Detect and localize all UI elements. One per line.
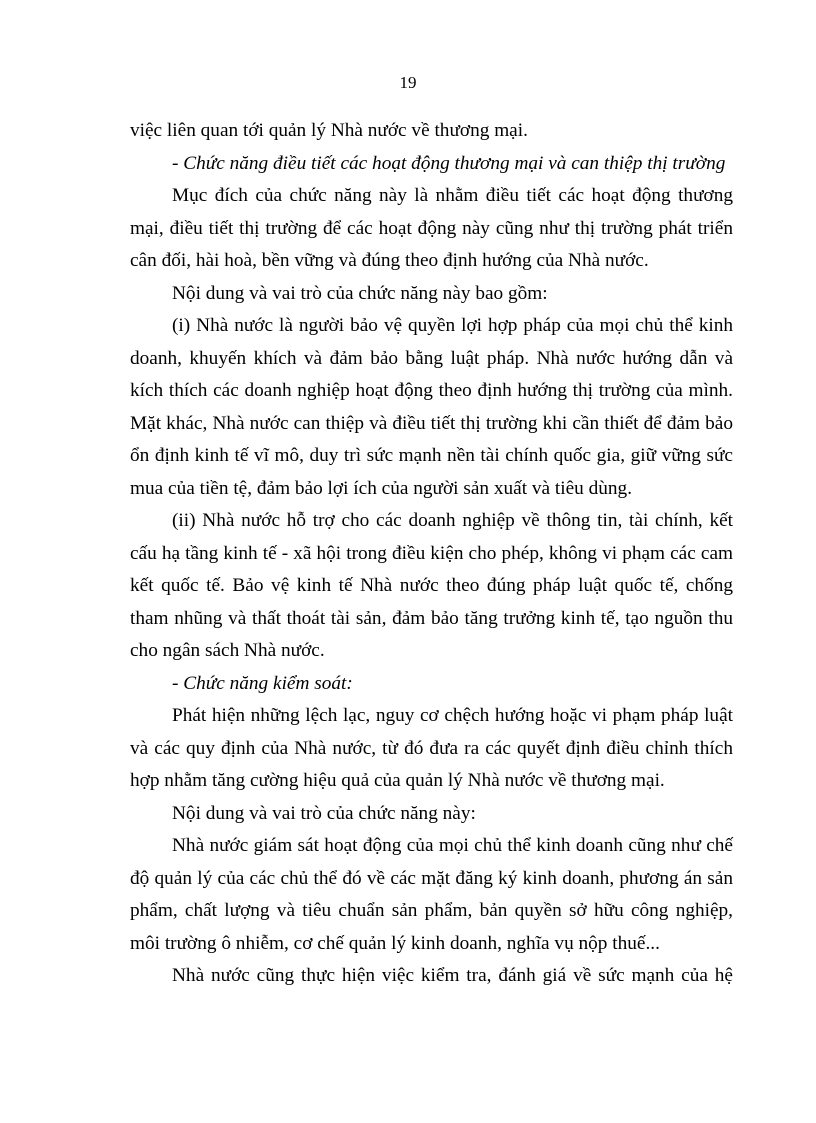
page-number: 19: [399, 73, 417, 92]
paragraph-line: Nội dung và vai trò của chức năng này bao gồm:: [172, 282, 548, 304]
paragraph-line: kết quốc tế. Bảo vệ kinh tế Nhà nước theo đúng pháp luật quốc tế, chống: [130, 575, 733, 596]
paragraph-line: ổn định kinh tế vĩ mô, duy trì sức mạnh nền tài chính quốc gia, giữ vững sức: [130, 445, 733, 466]
paragraph-line: môi trường ô nhiễm, cơ chế quản lý kinh doanh, nghĩa vụ nộp thuế...: [130, 932, 660, 954]
paragraph-line: phẩm, chất lượng và tiêu chuẩn sản phẩm, bản quyền sở hữu công nghiệp,: [130, 900, 733, 921]
paragraph-line: Mặt khác, Nhà nước can thiệp và điều tiết thị trường khi cần thiết để đảm bảo: [130, 412, 733, 434]
section-heading-line: - Chức năng kiểm soát:: [172, 672, 353, 694]
paragraph-line: mua của tiền tệ, đảm bảo lợi ích của người sản xuất và tiêu dùng.: [130, 477, 633, 499]
paragraph-line: Nội dung và vai trò của chức năng này:: [172, 802, 476, 824]
section-heading-line: - Chức năng điều tiết các hoạt động thương mại và can thiệp thị trường: [172, 152, 726, 174]
paragraph-line: (ii) Nhà nước hỗ trợ cho các doanh nghiệp về thông tin, tài chính, kết: [172, 510, 733, 531]
body-text: [130, 115, 733, 993]
paragraph-line: kích thích các doanh nghiệp hoạt động theo định hướng thị trường của mình.: [130, 380, 733, 401]
paragraph-line: việc liên quan tới quản lý Nhà nước về thương mại.: [130, 120, 528, 141]
paragraph-line: cân đối, hài hoà, bền vững và đúng theo định hướng của Nhà nước.: [130, 250, 649, 271]
paragraph-line: Nhà nước giám sát hoạt động của mọi chủ thể kinh doanh cũng như chế: [172, 835, 733, 856]
paragraph-line: tham nhũng và thất thoát tài sản, đảm bảo tăng trưởng kinh tế, tạo nguồn thu: [130, 607, 733, 629]
paragraph-line: (i) Nhà nước là người bảo vệ quyền lợi hợp pháp của mọi chủ thể kinh: [172, 315, 733, 336]
paragraph-line: độ quản lý của các chủ thể đó về các mặt đăng ký kinh doanh, phương án sản: [130, 867, 733, 889]
paragraph-line: cho ngân sách Nhà nước.: [130, 640, 325, 661]
paragraph-line: hợp nhằm tăng cường hiệu quả của quản lý Nhà nước về thương mại.: [130, 770, 665, 791]
paragraph-line: doanh, khuyến khích và đảm bảo bằng luật pháp. Nhà nước hướng dẫn và: [130, 347, 733, 369]
paragraph-line: cấu hạ tầng kinh tế - xã hội trong điều kiện cho phép, không vi phạm các cam: [130, 542, 733, 564]
paragraph-line: Mục đích của chức năng này là nhằm điều tiết các hoạt động thương: [172, 185, 733, 206]
paragraph-line: mại, điều tiết thị trường để các hoạt động này cũng như thị trường phát triển: [130, 217, 733, 239]
paragraph-line: Phát hiện những lệch lạc, nguy cơ chệch hướng hoặc vi phạm pháp luật: [172, 705, 733, 726]
paragraph-line: Nhà nước cũng thực hiện việc kiểm tra, đánh giá về sức mạnh của hệ: [172, 965, 733, 986]
paragraph-line: và các quy định của Nhà nước, từ đó đưa ra các quyết định điều chỉnh thích: [130, 737, 733, 759]
